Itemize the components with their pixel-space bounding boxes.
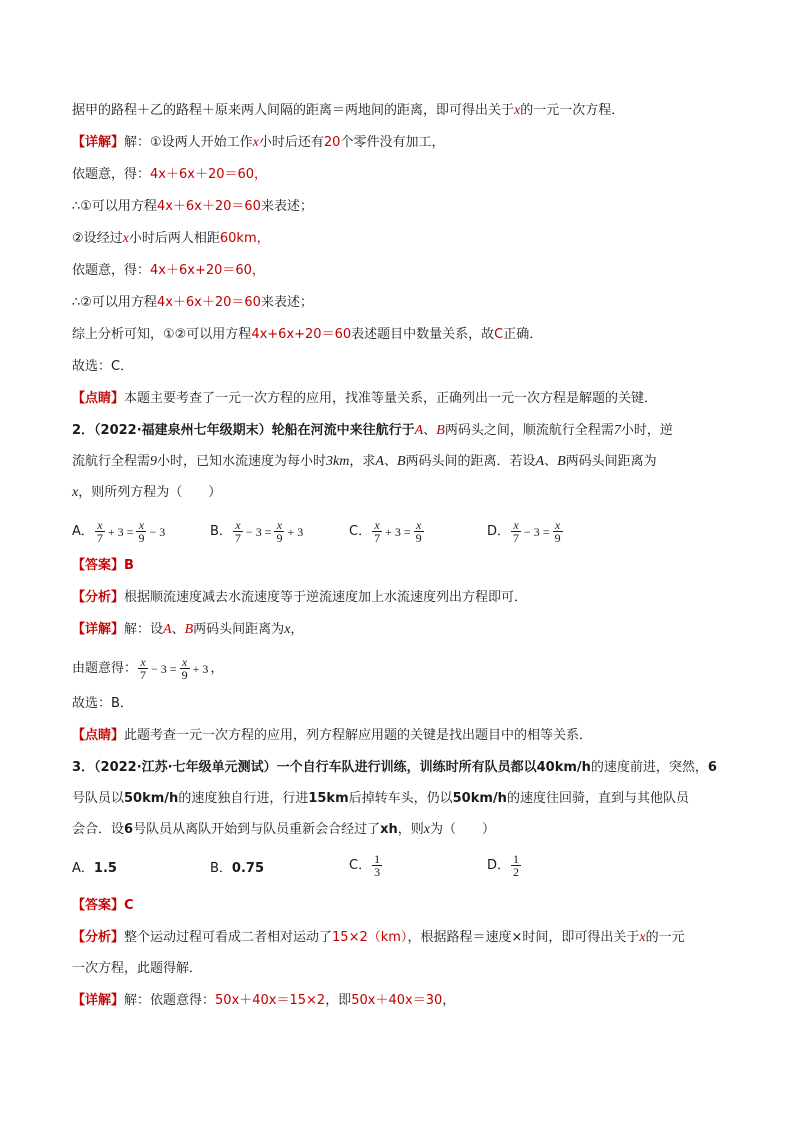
option-label: B． [210,523,232,539]
text: 根据顺流速度减去水流速度等于逆流速度加上水流速度列出方程即可． [124,590,528,605]
text: ，则所列方程为（ ） [78,485,222,500]
question-2-line-3 [72,483,221,503]
analysis-line-1 [72,928,685,948]
variable: A [375,454,384,469]
text: 为（ ） [429,822,495,837]
number: 3km [326,454,350,469]
text-line [72,325,542,345]
text: ②设经过 [72,231,123,246]
numerator: 1 [374,852,381,866]
fraction [414,519,424,544]
denominator: 7 [140,668,147,682]
variable: B [396,454,406,469]
option-value: 1.5 [93,861,117,876]
text: 、 [383,454,397,469]
fraction [511,519,521,544]
denominator: 9 [554,531,561,545]
text: ，求 [349,454,376,469]
numerator: x [276,518,283,532]
fraction [95,519,105,544]
option-label: D． [487,523,511,539]
numerator: x [97,518,103,532]
analysis-line-2 [72,959,202,979]
operator: + 3 [287,524,304,539]
detail-line [72,991,455,1011]
text: 一次方程，此题得解． [72,961,203,976]
text: ，即 [325,993,352,1008]
text: 来表述； [260,295,313,310]
detail-tag: 【详解】 [72,622,125,637]
fraction [180,656,190,681]
option-d[interactable] [487,853,522,878]
denominator: 7 [234,531,241,545]
option-b[interactable] [210,519,305,544]
choice-text: 故选：C． [72,359,134,374]
question-3-line-3 [72,820,495,840]
fraction [274,519,284,544]
text-line [72,261,265,281]
text: 由题意得： [72,660,138,676]
answer-line [72,556,134,576]
answer-tag: 【答案】 [72,898,125,913]
numerator: x [554,518,561,532]
option-label: B． [210,861,232,876]
text: 2．（2022·福建泉州七年级期末）轮船在河流中来往航行于 [72,423,415,438]
text: 、 [171,622,185,637]
text: 、 [423,423,437,438]
answer-value: B [124,558,134,573]
option-d[interactable] [487,519,564,544]
denominator: 7 [513,531,520,545]
detail-tag: 【详解】 [72,135,125,150]
equation: 50x＋40x＝15×2 [215,993,326,1008]
option-label: C． [349,857,372,873]
answer-line [72,896,134,916]
question-3-line-2 [72,789,689,809]
denominator: 2 [513,865,520,879]
text: 综上分析可知，①②可以用方程 [72,327,252,342]
detail-tag: 【详解】 [72,993,125,1008]
number: 6 [707,760,717,775]
text: 解：①设两人开始工作 [124,135,253,150]
number: 6 [124,822,134,837]
option-label: D． [487,857,511,873]
variable: x [252,135,259,150]
variable: x [284,622,291,637]
equation: 50x＋40x＝30 [351,993,443,1008]
analysis-tag: 【分析】 [72,590,125,605]
point-line [72,726,592,746]
text: ∴①可以用方程 [72,199,157,214]
text: 表述题目中数量关系，故 [351,327,495,342]
text: 依题意，得： [72,263,151,278]
text: 后掉转车头，仍以 [348,791,453,806]
number: 9 [150,454,158,469]
text-line [72,197,313,217]
equation-line [72,656,223,681]
denominator: 7 [374,531,381,545]
number: 50km/h [124,791,179,806]
option-value: 0.75 [231,861,264,876]
text-line [72,357,133,377]
fraction [233,519,243,544]
text: 据甲的路程＋乙的路程＋原来两人间隔的距离＝两地间的距离，即可得出关于 [72,103,515,118]
fraction [372,853,382,878]
analysis-tag: 【分析】 [72,930,125,945]
text: 小时，逆 [620,423,673,438]
numerator: x [415,518,422,532]
text: 两码头之间，顺流航行全程需 [444,423,614,438]
text: 小时后还有 [258,135,324,150]
equation: 4x＋6x＋20＝60 [156,199,261,214]
number: 50km/h [452,791,507,806]
choice-line [72,694,133,714]
text: ，根据路程＝速度×时间，即可得出关于 [407,930,640,945]
numerator: x [374,518,380,532]
number: 15km [308,791,349,806]
operator: − 3 [149,524,166,539]
text: 的速度前进，突然， [590,760,708,775]
text: ， [442,993,456,1008]
text: 、 [544,454,558,469]
equation: 4x＋6x＋20＝60 [156,295,261,310]
operator: + 3 = [385,524,411,539]
variable: x [72,485,79,500]
numerator: x [235,518,241,532]
text: 本题主要考查了一元一次方程的应用，找准等量关系，正确列出一元一次方程是解题的关键． [124,391,658,406]
numerator: x [181,655,188,669]
text: 来表述； [260,199,313,214]
number: 7 [613,423,621,438]
variable: x [122,231,129,246]
text: 小时后两人相距 [128,231,220,246]
text: ， [210,660,224,676]
variable: B [436,423,445,438]
text: 会合．设 [72,822,125,837]
numerator: 1 [513,852,520,866]
variable: x [514,103,521,118]
fraction [372,519,382,544]
operator: + 3 [192,661,209,676]
denominator: 9 [138,531,145,545]
number: 60km， [219,231,270,246]
equation: 4x+6x+20＝60 [251,327,352,342]
text: 3．（2022·江苏·七年级单元测试）一个自行车队进行训练，训练时所有队员都以 [72,760,537,775]
question-2-line-2 [72,452,657,472]
denominator: 3 [374,865,381,879]
operator: − 3 = [524,524,550,539]
text: ，则 [397,822,424,837]
option-label: A． [72,523,94,539]
text: ， [290,622,304,637]
text: 的速度独自行进，行进 [178,791,309,806]
detail-line [72,620,303,640]
option-label: A． [72,861,94,876]
text-line [72,229,270,249]
option-a[interactable] [72,519,167,544]
numerator: x [513,518,519,532]
operator: + 3 = [107,524,134,539]
text: ∴②可以用方程 [72,295,157,310]
option-label: C． [349,523,372,539]
text: 号队员以 [72,791,125,806]
text: 小时，已知水流速度为每小时 [157,454,327,469]
point-tag: 【点睛】 [72,728,125,743]
denominator: 9 [181,668,188,682]
text: 整个运动过程可看成二者相对运动了 [124,930,333,945]
variable: A [535,454,545,469]
number: 40km/h [536,760,591,775]
text-line [72,101,624,121]
variable: x [639,930,646,945]
denominator: 7 [96,531,103,545]
choice-text: 故选：B． [72,696,133,711]
equation: 4x＋6x+20＝60， [150,263,265,278]
text-line [72,133,444,153]
text: 此题考查一元一次方程的应用，列方程解应用题的关键是找出题目中的相等关系． [124,728,593,743]
text: 的一元一次方程． [520,103,625,118]
option-a[interactable] [72,859,117,879]
variable: A [163,622,172,637]
number: xh [380,822,398,837]
text: 个零件没有加工， [340,135,445,150]
analysis-line [72,588,527,608]
text-line [72,389,657,409]
denominator: 9 [276,531,283,545]
text: 解：设 [124,622,164,637]
answer-tag: 【答案】 [72,558,125,573]
question-2-line-1 [72,421,673,441]
variable: B [184,622,194,637]
text: 两码头间距离为 [193,622,285,637]
variable: A [414,423,424,438]
equation: 4x＋6x＋20＝60， [150,167,268,182]
numerator: x [140,655,146,669]
numerator: x [138,518,145,532]
letter: C [494,327,504,342]
operator: − 3 = [245,524,272,539]
denominator: 9 [415,531,422,545]
fraction [553,519,563,544]
option-c[interactable] [349,853,383,878]
text: 解：依题意得： [124,993,216,1008]
answer-value: C [124,898,134,913]
fraction [511,853,521,878]
variable: x [423,822,430,837]
fraction [136,519,146,544]
question-3-line-1 [72,758,717,778]
fraction [138,656,148,681]
option-b[interactable] [210,859,264,879]
text: 正确． [503,327,543,342]
text-line [72,165,267,185]
text: 依题意，得： [72,167,151,182]
option-c[interactable] [349,519,425,544]
text: 两码头间的距离．若设 [405,454,536,469]
variable: B [557,454,566,469]
text: 两码头间距离为 [565,454,657,469]
text: 号队员从离队开始到与队员重新会合经过了 [133,822,381,837]
text: 的速度往回骑，直到与其他队员 [506,791,689,806]
expression: 15×2（km） [332,930,408,945]
text-line [72,293,313,313]
number: 20 [323,135,341,150]
point-tag: 【点睛】 [72,391,125,406]
text: 流航行全程需 [72,454,151,469]
text: 的一元 [645,930,685,945]
operator: − 3 = [151,661,177,676]
